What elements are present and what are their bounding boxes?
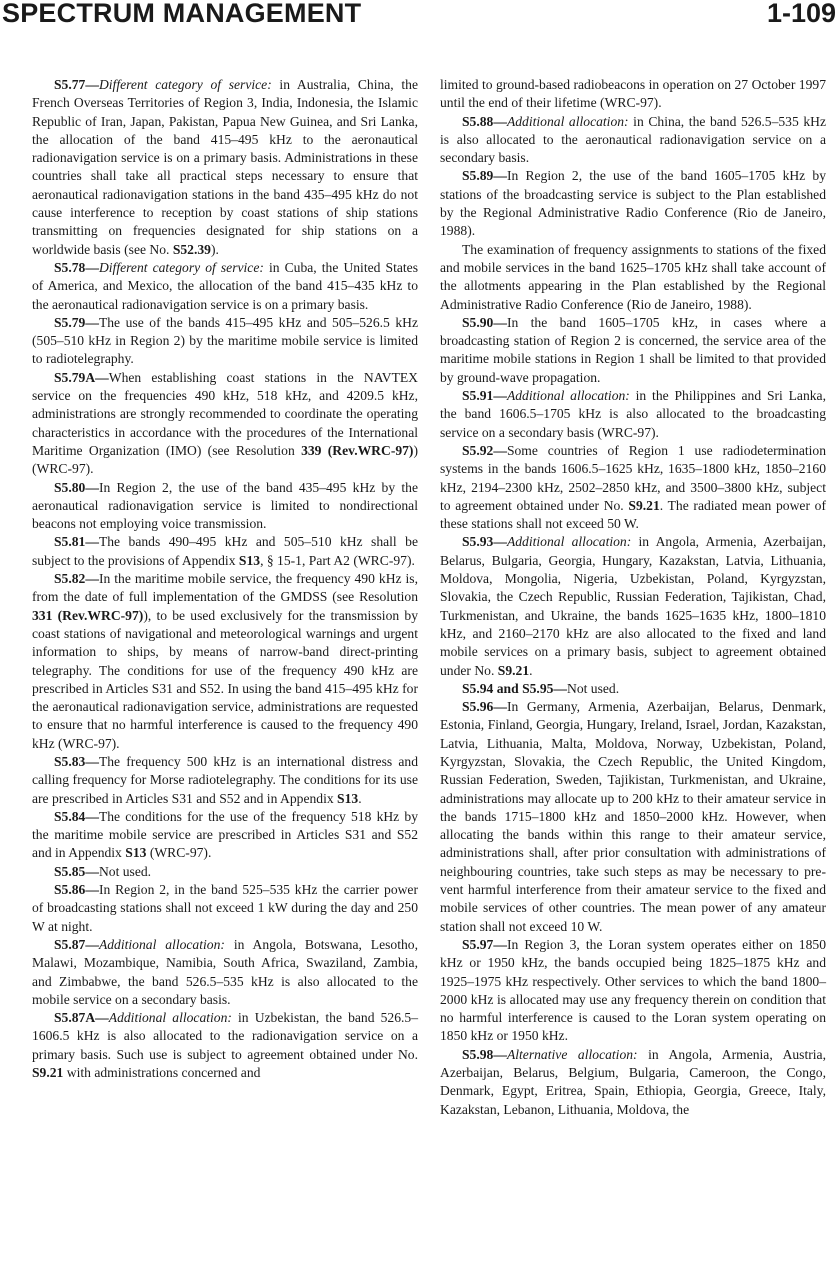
footnote-text: ).: [210, 241, 219, 257]
footnote-paragraph: [32, 369, 418, 479]
footnote-crossref: S52.39: [172, 241, 211, 257]
footnote-ref: S5.94 and S5.95—: [462, 680, 568, 696]
footnote-paragraph: [440, 167, 826, 240]
footnote-ref: S5.87—: [54, 936, 99, 952]
footnote-text: Some countries of Region 1 use radiodetermination systems in the bands 1606.5–1625 kHz, 1635–1800 kHz, 1850–2160 kHz, 2194–2300 kHz, 2502–2850 kHz, and 3500–3800 kHz, subject to agreement obtained under No.: [440, 442, 826, 513]
footnote-paragraph: [440, 442, 826, 533]
footnote-text: .: [529, 662, 533, 678]
footnote-paragraph: [440, 1046, 826, 1119]
footnote-paragraph: [32, 1009, 418, 1082]
footnote-label: Additional allocation:: [108, 1010, 232, 1026]
page-header: [0, 0, 838, 34]
footnote-label: Additional allocation:: [506, 388, 630, 404]
footnote-ref: S5.83—: [54, 753, 99, 769]
footnote-paragraph: [32, 533, 418, 570]
footnote-ref: S5.86—: [54, 882, 99, 898]
right-column: [440, 76, 826, 1119]
footnote-text: in Angola, Botswana, Lesotho, Malawi, Mozambique, Namibia, South Africa, Swaziland, Zambia, and Zimbabwe, the band 526.5–535 kHz is also allocated to the mobile service on a secondary basis.: [32, 936, 418, 1007]
left-column: [32, 76, 418, 1082]
footnote-text: In Region 3, the Loran system operates either on 1850 kHz or 1950 kHz, the bands occupied being 1825–1875 kHz and 1925–1975 kHz respectively. Other services to which the band 1800–2000 kHz is allocated may use any frequency therein on condition that no harmful interference is caused to the Loran system operating on 1850 kHz or 1950 kHz.: [440, 936, 826, 1044]
footnote-ref: S5.82—: [54, 571, 99, 587]
footnote-ref: S5.81—: [54, 534, 99, 550]
footnote-ref: S5.92—: [462, 442, 507, 458]
footnote-text: The bands 490–495 kHz and 505–510 kHz shall be subject to the provisions of Appendix: [32, 534, 418, 568]
footnote-paragraph: [440, 113, 826, 168]
footnote-text: limited to ground-based radiobeacons in operation on 27 October 1997 until the end of their lifetime (WRC-97).: [440, 77, 826, 111]
footnote-ref: S5.77—: [54, 77, 99, 92]
footnote-text: (WRC-97).: [146, 845, 212, 861]
footnote-label: Additional allocation:: [506, 534, 632, 550]
footnote-paragraph: [440, 76, 826, 113]
footnote-paragraph: [440, 698, 826, 936]
footnote-crossref: S13: [125, 845, 147, 861]
footnote-paragraph: [32, 753, 418, 808]
footnote-text: The frequency 500 kHz is an international distress and calling frequency for Morse radiotelegraphy. The conditions for its use are prescribed in Articles S31 and S52 and in Appendix: [32, 753, 418, 806]
footnote-ref: S5.90—: [462, 314, 507, 330]
footnote-paragraph: [32, 479, 418, 534]
footnote-text: .: [358, 790, 362, 806]
footnote-crossref: 339 (Rev.WRC-97): [301, 442, 414, 458]
footnote-text: In Region 2, the use of the band 435–495 kHz by the aeronautical radionavigation service is limited to nondirectional beacons not employing voice transmission.: [32, 479, 418, 532]
footnote-text: in the Philippines and Sri Lanka, the band 1606.5–1705 kHz is also allocated to the broadcasting service on a secondary basis (WRC-97).: [440, 388, 826, 440]
footnote-ref: S5.91—: [462, 388, 507, 404]
footnote-paragraph: [440, 314, 826, 387]
footnote-crossref: S9.21: [32, 1065, 64, 1081]
footnote-ref: S5.97—: [462, 936, 507, 952]
footnote-text: In Region 2, in the band 525–535 kHz the carrier power of broadcasting stations shall not exceed 1 kW during the day and 250 W at night.: [32, 882, 418, 934]
footnote-paragraph: [440, 680, 826, 698]
footnote-ref: S5.85—: [54, 863, 99, 879]
footnote-text: In Germany, Armenia, Azerbaijan, Belarus, Denmark, Estonia, Finland, Georgia, Hungary, Ireland, Israel, Jordan, Kazakstan, Latvia, Lithuania, Malta, Moldova, Norway, Uzbekistan, Poland, Kyrgyzstan, Slovakia, the Czech Republic, the United Kingdom, Russian Federation, Sweden, Tajikistan, Turkmenistan, and Ukraine, administrations may allocate up to 200 kHz to their amateur service in the bands 1715–1800 kHz and 1850–2000 kHz. However, when allocating the bands within this range to their amateur service, administrations shall, after prior consultation with administrations of neighbouring countries, take such steps as may be necessary to prevent harmful interference from their amateur service to the fixed and mobile services of other countries. The mean power of any amateur station shall not exceed 10 W.: [440, 699, 826, 934]
footnote-label: Alternative allocation:: [506, 1046, 638, 1062]
footnote-text: ) (WRC-97).: [32, 442, 418, 477]
footnote-paragraph: [32, 863, 418, 881]
footnote-paragraph: [32, 936, 418, 1009]
page-number: 1-109: [766, 0, 836, 28]
footnote-paragraph: [440, 241, 826, 314]
footnote-text: . The radiated mean power of these stations shall not exceed 50 W.: [440, 497, 826, 532]
footnote-crossref: S9.21: [628, 497, 660, 513]
footnote-text: in Australia, China, the French Overseas Territories of Region 3, India, Indonesia, the Islamic Republic of Iran, Japan, Pakistan, Papua New Guinea, and Sri Lanka, the allocation of the band 415–495 kHz to the aeronautical radionavigation service is on a primary basis. Administrations in these countries shall take all practical steps necessary to ensure that aeronautical radionavigation stations in the band 435–495 kHz do not cause interference to reception by coast stations of ship stations transmitting on frequencies designated for ship stations on a worldwide basis (see No.: [32, 77, 418, 257]
footnote-paragraph: [32, 314, 418, 369]
footnote-text: The examination of frequency assignments to stations of the fixed and mobile services in the band 1625–1705 kHz shall take account of the allotments appearing in the Plan established by the Regional Administrative Radio Conference (Rio de Janeiro, 1988).: [440, 241, 826, 312]
footnote-text: The conditions for the use of the frequency 518 kHz by the maritime mobile service are prescribed in Articles S31 and S52 and in Appendix: [32, 808, 418, 861]
footnote-text: in China, the band 526.5–535 kHz is also allocated to the aeronautical radionavigation service on a secondary basis.: [440, 113, 826, 166]
footnote-text: in Uzbekistan, the band 526.5–1606.5 kHz is also allocated to the radionavigation service on a primary basis. Such use is subject to agreement obtained under No.: [32, 1010, 418, 1062]
footnote-paragraph: [32, 259, 418, 314]
footnote-ref: S5.89—: [462, 168, 507, 184]
footnote-text: Not used.: [98, 863, 152, 879]
footnote-ref: S5.78—: [54, 259, 99, 275]
footnote-label: Additional allocation:: [506, 113, 629, 129]
footnote-paragraph: [32, 570, 418, 753]
footnote-text: with administrations concerned and: [63, 1065, 261, 1081]
footnote-paragraph: [32, 881, 418, 936]
footnote-text: When establishing coast stations in the NAVTEX service on the frequencies 490 kHz, 518 kHz, and 4209.5 kHz, administrations are strongly recommended to coordinate the operating characteristics in accordance with the procedures of the International Maritime Organization (IMO) (see Resolution: [32, 369, 418, 458]
footnote-label: Different category of service:: [98, 259, 264, 275]
footnote-crossref: S9.21: [497, 662, 530, 678]
footnote-paragraph: [32, 76, 418, 259]
footnote-text: in Cuba, the United States of America, and Mexico, the allocation of the band 415–435 kHz to the aeronautical radionavigation service is on a primary basis.: [32, 259, 418, 312]
footnote-label: Different category of service:: [98, 77, 272, 92]
footnote-paragraph: [440, 936, 826, 1046]
footnote-text: , § 15-1, Part A2 (WRC-97).: [260, 552, 415, 568]
footnote-ref: S5.87A—: [54, 1010, 109, 1026]
footnote-ref: S5.79A—: [54, 369, 109, 385]
footnote-text: Not used.: [567, 680, 620, 696]
footnote-text: In the maritime mobile service, the frequency 490 kHz is, from the date of full implementation of the GMDSS (see Resolution: [32, 571, 418, 605]
footnote-paragraph: [440, 533, 826, 679]
footnote-ref: S5.88—: [462, 113, 507, 129]
footnote-text: ), to be used exclusively for the transmission by coast stations of navigational and meteorological warnings and urgent information to ships, by means of narrow-band direct-printing telegraphy. The conditions for use of the frequency 490 kHz are prescribed in Articles S31 and S52. In using the band 415–495 kHz for the aeronautical radionavigation service, administrations are requested to ensure that no harmful interference is caused to the frequency 490 kHz (WRC-97).: [32, 607, 418, 751]
footnote-crossref: S13: [238, 552, 261, 568]
footnote-ref: S5.93—: [462, 534, 507, 550]
footnote-text: In Region 2, the use of the band 1605–1705 kHz by stations of the broadcasting service is subject to the Plan established by the Regional Administrative Radio Conference (Rio de Janeiro, 1988).: [440, 168, 826, 239]
footnote-ref: S5.79—: [54, 314, 99, 330]
footnote-text: The use of the bands 415–495 kHz and 505–526.5 kHz (505–510 kHz in Region 2) by the maritime mobile service is limited to radiotelegraphy.: [32, 314, 418, 367]
footnote-text: in Angola, Armenia, Azerbaijan, Belarus, Bulgaria, Georgia, Hungary, Kazakstan, Latvia, Lithuania, Moldova, Mongolia, Nigeria, Uzbekistan, Poland, Kyrgyzstan, Slovakia, the Czech Republic, Russian Federation, Tajikistan, Chad, Turkmenistan, and Ukraine, the bands 1625–1635 kHz, 1800–1810 kHz, and 2160–2170 kHz are also allocated to the fixed and land mobile services on a primary basis, subject to agreement obtained under No.: [440, 534, 826, 678]
section-title: SPECTRUM MANAGEMENT: [2, 0, 362, 28]
footnote-ref: S5.96—: [462, 699, 507, 715]
footnote-ref: S5.80—: [54, 479, 99, 495]
footnote-crossref: S13: [337, 790, 359, 806]
footnote-ref: S5.84—: [54, 808, 99, 824]
footnote-text: in Angola, Armenia, Austria, Azerbaijan, Belarus, Belgium, Bulgaria, Cameroon, the Congo, Denmark, Egypt, Eritrea, Spain, Ethiopia, Georgia, Greece, Italy, Kazakstan, Lebanon, Lithuania, Moldova, the: [440, 1046, 826, 1117]
footnote-paragraph: [440, 387, 826, 442]
footnote-text: In the band 1605–1705 kHz, in cases where a broadcasting station of Region 2 is concerned, the service area of the maritime mobile stations in Region 1 shall be limited to that provided by ground-wave propagation.: [440, 314, 826, 385]
footnote-paragraph: [32, 808, 418, 863]
footnote-ref: S5.98—: [462, 1046, 507, 1062]
footnote-crossref: 331 (Rev.WRC-97): [32, 607, 144, 623]
footnote-label: Additional allocation:: [98, 936, 225, 952]
